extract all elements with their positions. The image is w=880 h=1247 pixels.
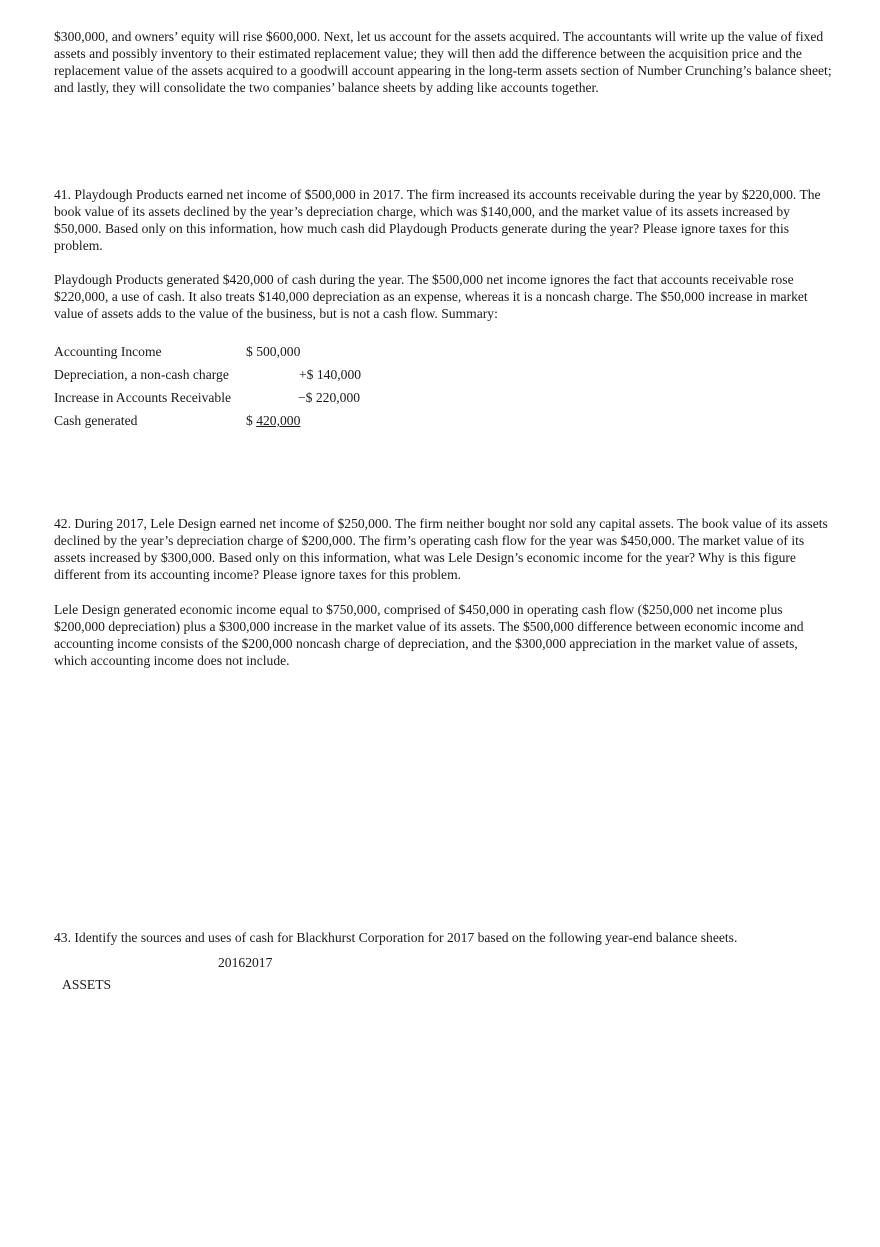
cash-summary-table <box>54 343 362 435</box>
answer-41: Playdough Products generated $420,000 of cash during the year. The $500,000 net income ignores the fact that accounts receivable rose $220,000, a use of cash. It also treats $140,000 depreciation as an expense, whereas it is a noncash charge. The $50,000 increase in market value of assets adds to the value of the business, but is not a cash flow. Summary: <box>54 272 808 321</box>
summary-row-accounting-income <box>54 343 354 366</box>
summary-value <box>246 343 300 360</box>
summary-label: Cash generated <box>54 413 138 428</box>
summary-amount: 220,000 <box>315 390 361 405</box>
summary-row-receivable <box>54 389 361 412</box>
intro-paragraph: $300,000, and owners’ equity will rise $600,000. Next, let us account for the assets acquired. The accountants will write up the value of fixed assets and possibly inventory to their estimated replacement value; they will then add the difference between the acquisition price and the replacement value of the assets acquired to a goodwill account appearing in the long-term assets section of Number Crunching’s balance sheet; and lastly, they will consolidate the two companies’ balance sheets by adding like accounts together. <box>54 29 832 95</box>
summary-prefix: $ <box>246 413 257 428</box>
answer-42: Lele Design generated economic income equal to $750,000, comprised of $450,000 in operating cash flow ($250,000 net income plus $200,000 depreciation) plus a $300,000 increase in the market value of its assets. The $500,000 difference between economic income and accounting income consists of the $200,000 noncash charge of depreciation, and the $300,000 appreciation in the market value of assets, which accounting income does not include. <box>54 602 804 668</box>
summary-value <box>298 389 360 406</box>
assets-section-label: ASSETS <box>62 977 112 992</box>
summary-label: Depreciation, a non-cash charge <box>54 367 229 382</box>
summary-row-cash-generated <box>54 412 354 435</box>
question-43: 43. Identify the sources and uses of cash for Blackhurst Corporation for 2017 based on the following year-end balance sheets. <box>54 930 738 945</box>
summary-label: Increase in Accounts Receivable <box>54 390 232 405</box>
summary-amount: 420,000 <box>256 413 301 428</box>
question-41: 41. Playdough Products earned net income of $500,000 in 2017. The firm increased its accounts receivable during the year by $220,000. The book value of its assets declined by the year’s depreciation charge, which was $140,000, and the market value of its assets increased by $50,000. Based only on this information, how much cash did Playdough Products generate during the year? Please ignore taxes for this problem. <box>54 187 821 253</box>
summary-row-depreciation <box>54 366 362 389</box>
summary-prefix: $ <box>246 344 257 359</box>
summary-amount: 140,000 <box>316 367 362 382</box>
question-42: 42. During 2017, Lele Design earned net income of $250,000. The firm neither bought nor sold any capital assets. The book value of its assets declined by the year’s depreciation charge of $200,000. The firm’s operating cash flow for the year was $450,000. The market value of its assets increased by $300,000. Based only on this information, what was Lele Design’s economic income for the year? Why is this figure different from its accounting income? Please ignore taxes for this problem. <box>54 516 828 582</box>
balance-sheet-year-header: 20162017 <box>218 955 273 970</box>
summary-value <box>246 412 300 429</box>
summary-amount: 500,000 <box>256 344 301 359</box>
summary-prefix: +$ <box>299 367 317 382</box>
summary-prefix: −$ <box>298 390 316 405</box>
summary-value <box>299 366 361 383</box>
summary-label: Accounting Income <box>54 344 162 359</box>
